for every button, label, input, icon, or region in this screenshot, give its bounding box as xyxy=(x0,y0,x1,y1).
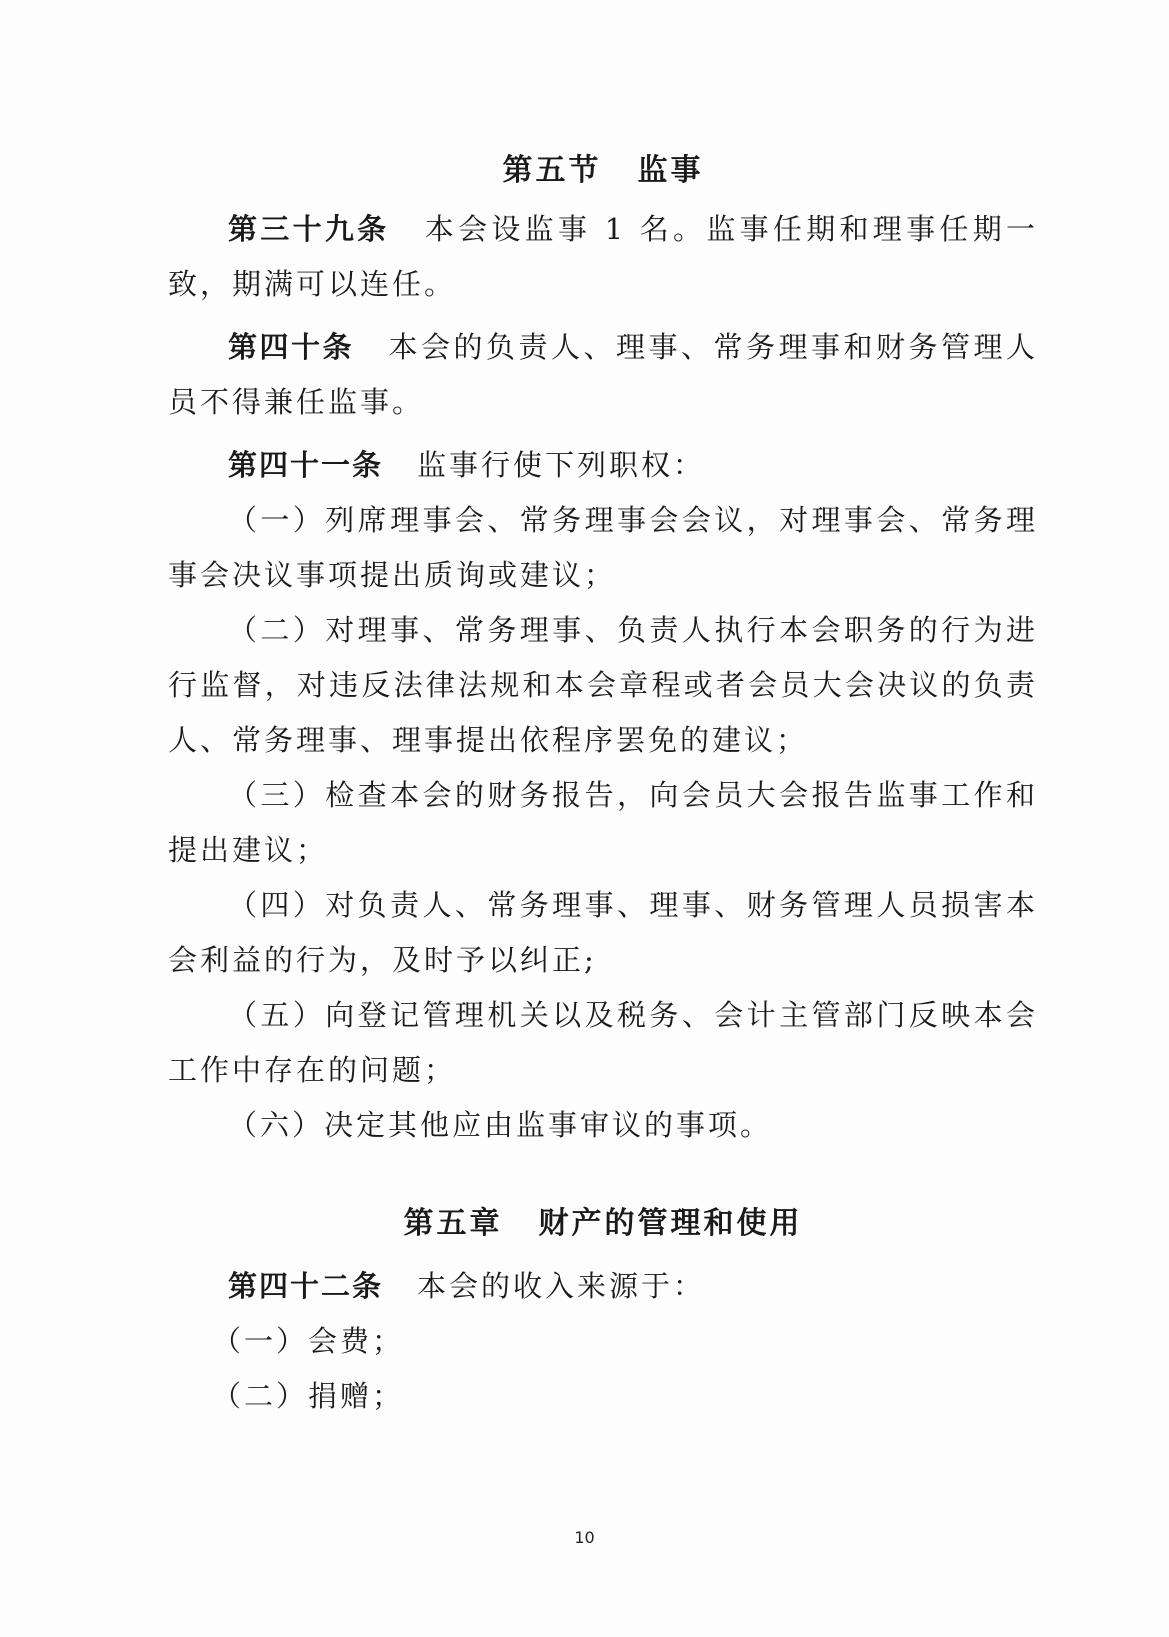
article-41-item-4: （四）对负责人、常务理事、理事、财务管理人员损害本会利益的行为，及时予以纠正; xyxy=(168,888,1038,977)
chapter-label: 第五章 xyxy=(403,1206,503,1241)
article-40-label: 第四十条 xyxy=(228,330,354,364)
article-41 xyxy=(168,438,1038,493)
article-41-label: 第四十一条 xyxy=(228,448,384,482)
article-40 xyxy=(168,320,1038,430)
article-42-label: 第四十二条 xyxy=(228,1269,384,1303)
article-41-item-3: （三）检查本会的财务报告，向会员大会报告监事工作和提出建议； xyxy=(168,778,1038,867)
article-41-item-2: （二）对理事、常务理事、负责人执行本会职务的行为进行监督，对违反法律法规和本会章程或者会员大会决议的负责人、常务理事、理事提出依程序罢免的建议； xyxy=(168,613,1038,757)
article-39 xyxy=(168,202,1038,312)
article-41-item-5: （五）向登记管理机关以及税务、会计主管部门反映本会工作中存在的问题； xyxy=(168,998,1038,1087)
chapter-title: 财产的管理和使用 xyxy=(538,1206,803,1241)
section-title: 监事 xyxy=(637,153,704,188)
chapter-heading xyxy=(168,1193,1038,1255)
article-42-item-1: （一）会费； xyxy=(212,1324,405,1358)
page-number: 10 xyxy=(574,1528,595,1547)
article-40-text: 本会的负责人、理事、常务理事和财务管理人员不得兼任监事。 xyxy=(168,330,1038,419)
article-39-label: 第三十九条 xyxy=(228,212,390,246)
article-42 xyxy=(168,1259,1038,1314)
article-41-item-6: （六）决定其他应由监事审议的事项。 xyxy=(228,1108,773,1142)
article-41-item-1: （一）列席理事会、常务理事会会议，对理事会、常务理事会决议事项提出质询或建议； xyxy=(168,503,1038,592)
section-label: 第五节 xyxy=(502,153,602,188)
page-content xyxy=(168,140,1038,1424)
article-42-item-2: （二）捐赠； xyxy=(212,1379,405,1413)
article-41-text: 监事行使下列职权： xyxy=(417,448,706,482)
article-42-text: 本会的收入来源于： xyxy=(417,1269,706,1303)
article-39-text: 本会设监事 1 名。监事任期和理事任期一致，期满可以连任。 xyxy=(168,212,1038,301)
section-heading xyxy=(168,140,1038,202)
